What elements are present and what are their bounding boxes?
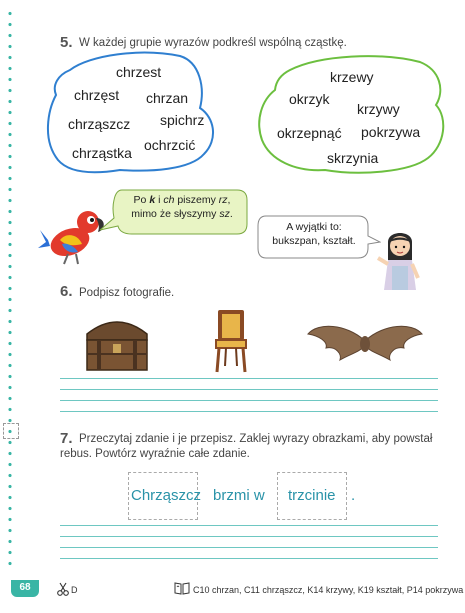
bubble-text-part: i	[155, 194, 164, 206]
exercise-7-instruction-line1: Przeczytaj zdanie i je przepisz. Zaklej wyrazy obrazkami, aby powstał	[79, 433, 433, 445]
cloud2-word: okrzyk	[289, 91, 330, 107]
exercise-5-number: 5.	[60, 34, 73, 51]
cloud2-word: krzywy	[357, 101, 400, 117]
rebus-word-chrzaszcz: Chrząszcz	[131, 487, 202, 504]
cloud2-word: krzewy	[330, 69, 374, 85]
cloud2-word: pokrzywa	[361, 124, 421, 140]
parrot-bubble-text: Po k i ch piszemy rz, mimo że słyszymy sz.	[131, 194, 233, 220]
bubble-text-part: .	[229, 208, 233, 220]
cloud1-word: chrząstka	[72, 145, 132, 161]
exercise-6-number: 6.	[60, 283, 73, 300]
rebus-period: .	[351, 487, 356, 504]
exercise-5-instruction: W każdej grupie wyrazów podkreśl wspólną cząstkę.	[79, 37, 347, 49]
rebus-word-trzcinie: trzcinie	[288, 487, 336, 504]
page-number: 68	[19, 582, 31, 593]
wings-photo	[306, 320, 424, 368]
cloud1-word: chrzest	[116, 64, 162, 80]
cut-corner-icon	[3, 423, 19, 439]
bubble-text-part: piszemy	[174, 194, 219, 206]
exercise-7-number: 7.	[60, 430, 73, 447]
bubble-letter-k: k	[149, 194, 156, 206]
girl-illustration	[370, 228, 430, 296]
cloud1-word: ochrzcić	[144, 137, 196, 153]
cloud1-word: chrząszcz	[68, 116, 131, 132]
scissors-icon	[57, 582, 69, 596]
cloud1-word: chrzan	[146, 90, 189, 106]
exercise-6-instruction: Podpisz fotografie.	[79, 287, 175, 299]
word-clouds	[0, 0, 465, 190]
exercise-7-writing-lines[interactable]	[60, 525, 438, 559]
exercise-6-writing-lines[interactable]	[60, 378, 438, 412]
bubble-letters-ch: ch	[163, 194, 175, 206]
stickers-list: C10 chrzan, C11 chrząszcz, K14 krzywy, K19 kształt, P14 pokrzywa	[193, 585, 464, 595]
cloud2-word: okrzepnąć	[277, 125, 342, 141]
rebus-word-brzmi-w: brzmi w	[213, 487, 265, 504]
cloud1-word: chrzęst	[74, 87, 120, 103]
treasure-chest-photo	[83, 310, 151, 372]
cloud1-word: spichrz	[160, 112, 205, 128]
girl-bubble-line1: A wyjątki to:	[286, 221, 342, 233]
bubble-letters-rz: rz	[218, 194, 228, 206]
sticker-book-icon	[174, 581, 190, 595]
bubble-text-part: Po	[133, 194, 150, 206]
girl-bubble-line2: bukszpan, kształt.	[272, 235, 356, 247]
bubble-letters-sz: sz	[219, 208, 230, 220]
bubble-text-part: mimo że słyszymy	[131, 208, 220, 220]
exercise-7-instruction-line2: rebus. Powtórz wyraźnie całe zdanie.	[60, 448, 250, 460]
cut-label: D	[71, 585, 78, 595]
cloud2-word: skrzynia	[327, 150, 379, 166]
chair-photo	[210, 308, 252, 374]
